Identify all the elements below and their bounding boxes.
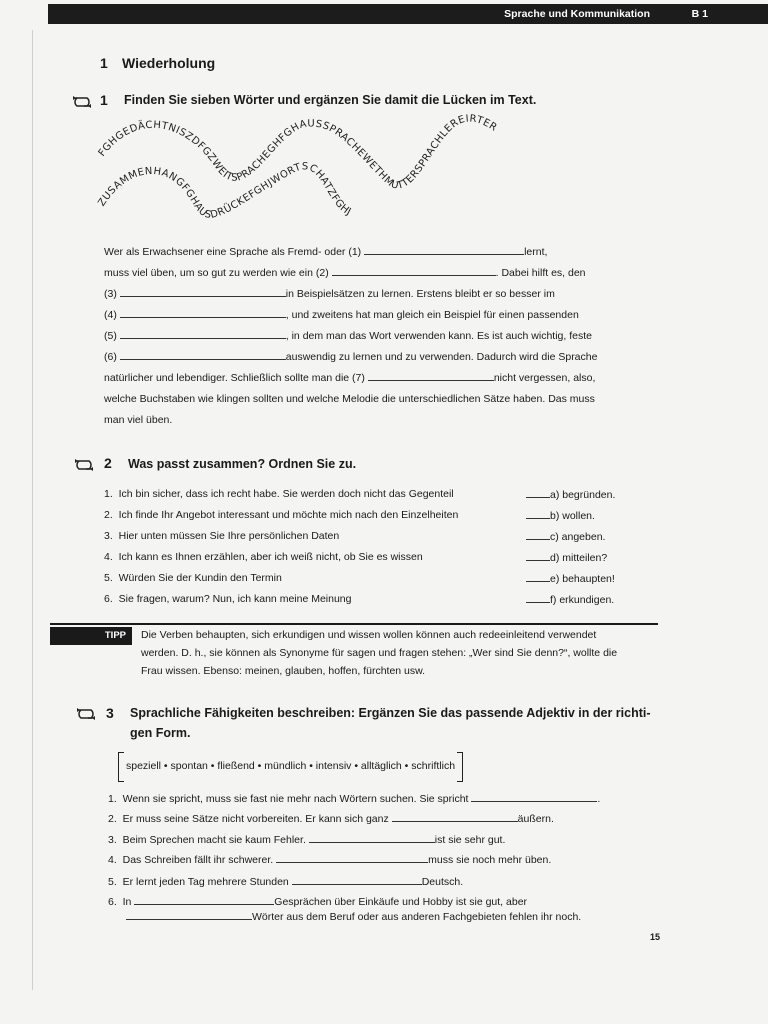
gap-field-7[interactable] <box>368 371 494 381</box>
answer-option: c) angeben. <box>526 530 605 543</box>
cloze-text <box>104 242 664 431</box>
section-title: Sprache und Kommunikation <box>504 8 650 20</box>
gap-field[interactable] <box>276 853 428 863</box>
answer-option: e) behaupten! <box>526 572 615 585</box>
tipp-text-line: Die Verben behaupten, sich erkundigen und wissen wollen können auch redeeinleitend verwendet <box>141 629 597 641</box>
gap-field-6[interactable] <box>120 350 286 360</box>
list-item: 1. Wenn sie spricht, muss sie fast nie mehr nach Wörtern suchen. Sie spricht . <box>108 793 601 805</box>
cloze-line: muss viel üben, um so gut zu werden wie ein (2) . Dabei hilft es, den <box>104 267 586 279</box>
task-title: Was passt zusammen? Ordnen Sie zu. <box>128 457 357 471</box>
list-item: 3. Beim Sprechen macht sie kaum Fehler. ist sie sehr gut. <box>108 834 506 846</box>
gap-field[interactable] <box>392 812 518 822</box>
gap-field-3[interactable] <box>120 287 286 297</box>
list-item: 3. Hier unten müssen Sie Ihre persönlichen Daten <box>104 530 340 542</box>
tipp-text-line: werden. D. h., sie können als Synonyme für sagen und fragen stehen: „Wer sind Sie denn?“, wollte die <box>141 647 618 659</box>
letter-string-2: ZUSAMMENHANGFGHAUSDRÜCKEFGHJWORTSCHATZFGHJ <box>96 161 353 221</box>
match-field[interactable] <box>526 530 550 540</box>
list-item: 4. Das Schreiben fällt ihr schwerer. muss sie noch mehr üben. <box>108 854 552 866</box>
tipp-text-line: Frau wissen. Ebenso: meinen, glauben, hoffen, fürchten usw. <box>141 665 426 677</box>
cloze-line: welche Buchstaben wie klingen sollten und welche Melodie die unterschiedlichen Sätze haben. Das muss <box>104 393 595 405</box>
chapter-number: 1 <box>100 55 108 71</box>
gap-field-4[interactable] <box>120 308 286 318</box>
answer-option: a) begründen. <box>526 488 615 501</box>
gap-field[interactable] <box>309 833 435 843</box>
tipp-rule <box>50 623 658 625</box>
audio-repeat-icon <box>74 707 98 721</box>
task-number: 3 <box>106 705 114 721</box>
header-bar <box>48 4 768 24</box>
audio-repeat-icon <box>72 458 96 472</box>
list-item-continuation: Wörter aus dem Beruf oder aus anderen Fachgebieten fehlen ihr noch. <box>126 910 581 923</box>
match-field[interactable] <box>526 572 550 582</box>
match-field[interactable] <box>526 488 550 498</box>
bracket-right <box>457 752 463 782</box>
gap-field-1[interactable] <box>364 245 524 255</box>
gap-field[interactable] <box>471 792 597 802</box>
gap-field[interactable] <box>126 910 252 920</box>
task-number: 2 <box>104 455 112 471</box>
list-item: 5. Er lernt jeden Tag mehrere Stunden Deutsch. <box>108 876 464 888</box>
word-box <box>118 752 463 780</box>
word-list: speziell • spontan • fließend • mündlich • intensiv • alltäglich • schriftlich <box>126 760 456 772</box>
answer-option: d) mitteilen? <box>526 551 607 564</box>
bracket-left <box>118 752 124 782</box>
cloze-line: (3) in Beispielsätzen zu lernen. Erstens bleibt er so besser im <box>104 288 555 300</box>
cloze-line: natürlicher und lebendiger. Schließlich sollte man die (7) nicht vergessen, also, <box>104 372 596 384</box>
gap-field[interactable] <box>134 895 274 905</box>
task-title: gen Form. <box>130 726 191 740</box>
task-number: 1 <box>100 92 108 108</box>
list-item: 2. Ich finde Ihr Angebot interessant und möchte mich nach den Einzelheiten <box>104 509 459 521</box>
word-snake <box>95 112 655 232</box>
list-item: 6. In Gesprächen über Einkäufe und Hobby ist sie gut, aber <box>108 896 528 908</box>
list-item: 1. Ich bin sicher, dass ich recht habe. Sie werden doch nicht das Gegenteil <box>104 488 454 500</box>
cloze-line: (5) , in dem man das Wort verwenden kann. Es ist auch wichtig, feste <box>104 330 592 342</box>
cloze-line: man viel üben. <box>104 414 173 426</box>
level-badge: B 1 <box>691 8 708 20</box>
audio-repeat-icon <box>70 95 94 109</box>
list-item: 5. Würden Sie der Kundin den Termin <box>104 572 282 584</box>
match-field[interactable] <box>526 551 550 561</box>
list-item: 6. Sie fragen, warum? Nun, ich kann meine Meinung <box>104 593 352 605</box>
letter-string-1: FGHGEDÄCHTNISZDFGZWEITSPRACHEGHFGHAUSSPRACHEWETHMUTTERSPRACHLEREIRTER <box>96 113 499 192</box>
gap-field-2[interactable] <box>332 266 496 276</box>
chapter-heading <box>100 55 215 71</box>
tipp-label: TIPP <box>50 627 132 645</box>
cloze-line: (4) , und zweitens hat man gleich ein Beispiel für einen passenden <box>104 309 579 321</box>
answer-option: b) wollen. <box>526 509 595 522</box>
page-number: 15 <box>650 932 661 942</box>
cloze-line: (6) auswendig zu lernen und zu verwenden. Dadurch wird die Sprache <box>104 351 598 363</box>
task-title: Finden Sie sieben Wörter und ergänzen Sie damit die Lücken im Text. <box>124 93 537 107</box>
answer-option: f) erkundigen. <box>526 593 614 606</box>
gap-field[interactable] <box>292 875 422 885</box>
margin-line <box>32 30 33 990</box>
task-title: Sprachliche Fähigkeiten beschreiben: Ergänzen Sie das passende Adjektiv in der richti- <box>130 706 651 720</box>
list-item: 4. Ich kann es Ihnen erzählen, aber ich weiß nicht, ob Sie es wissen <box>104 551 423 563</box>
list-item: 2. Er muss seine Sätze nicht vorbereiten. Er kann sich ganz äußern. <box>108 813 554 825</box>
match-field[interactable] <box>526 593 550 603</box>
gap-field-5[interactable] <box>120 329 286 339</box>
cloze-line: Wer als Erwachsener eine Sprache als Fremd- oder (1) lernt, <box>104 246 548 258</box>
match-field[interactable] <box>526 509 550 519</box>
chapter-title: Wiederholung <box>122 55 216 71</box>
